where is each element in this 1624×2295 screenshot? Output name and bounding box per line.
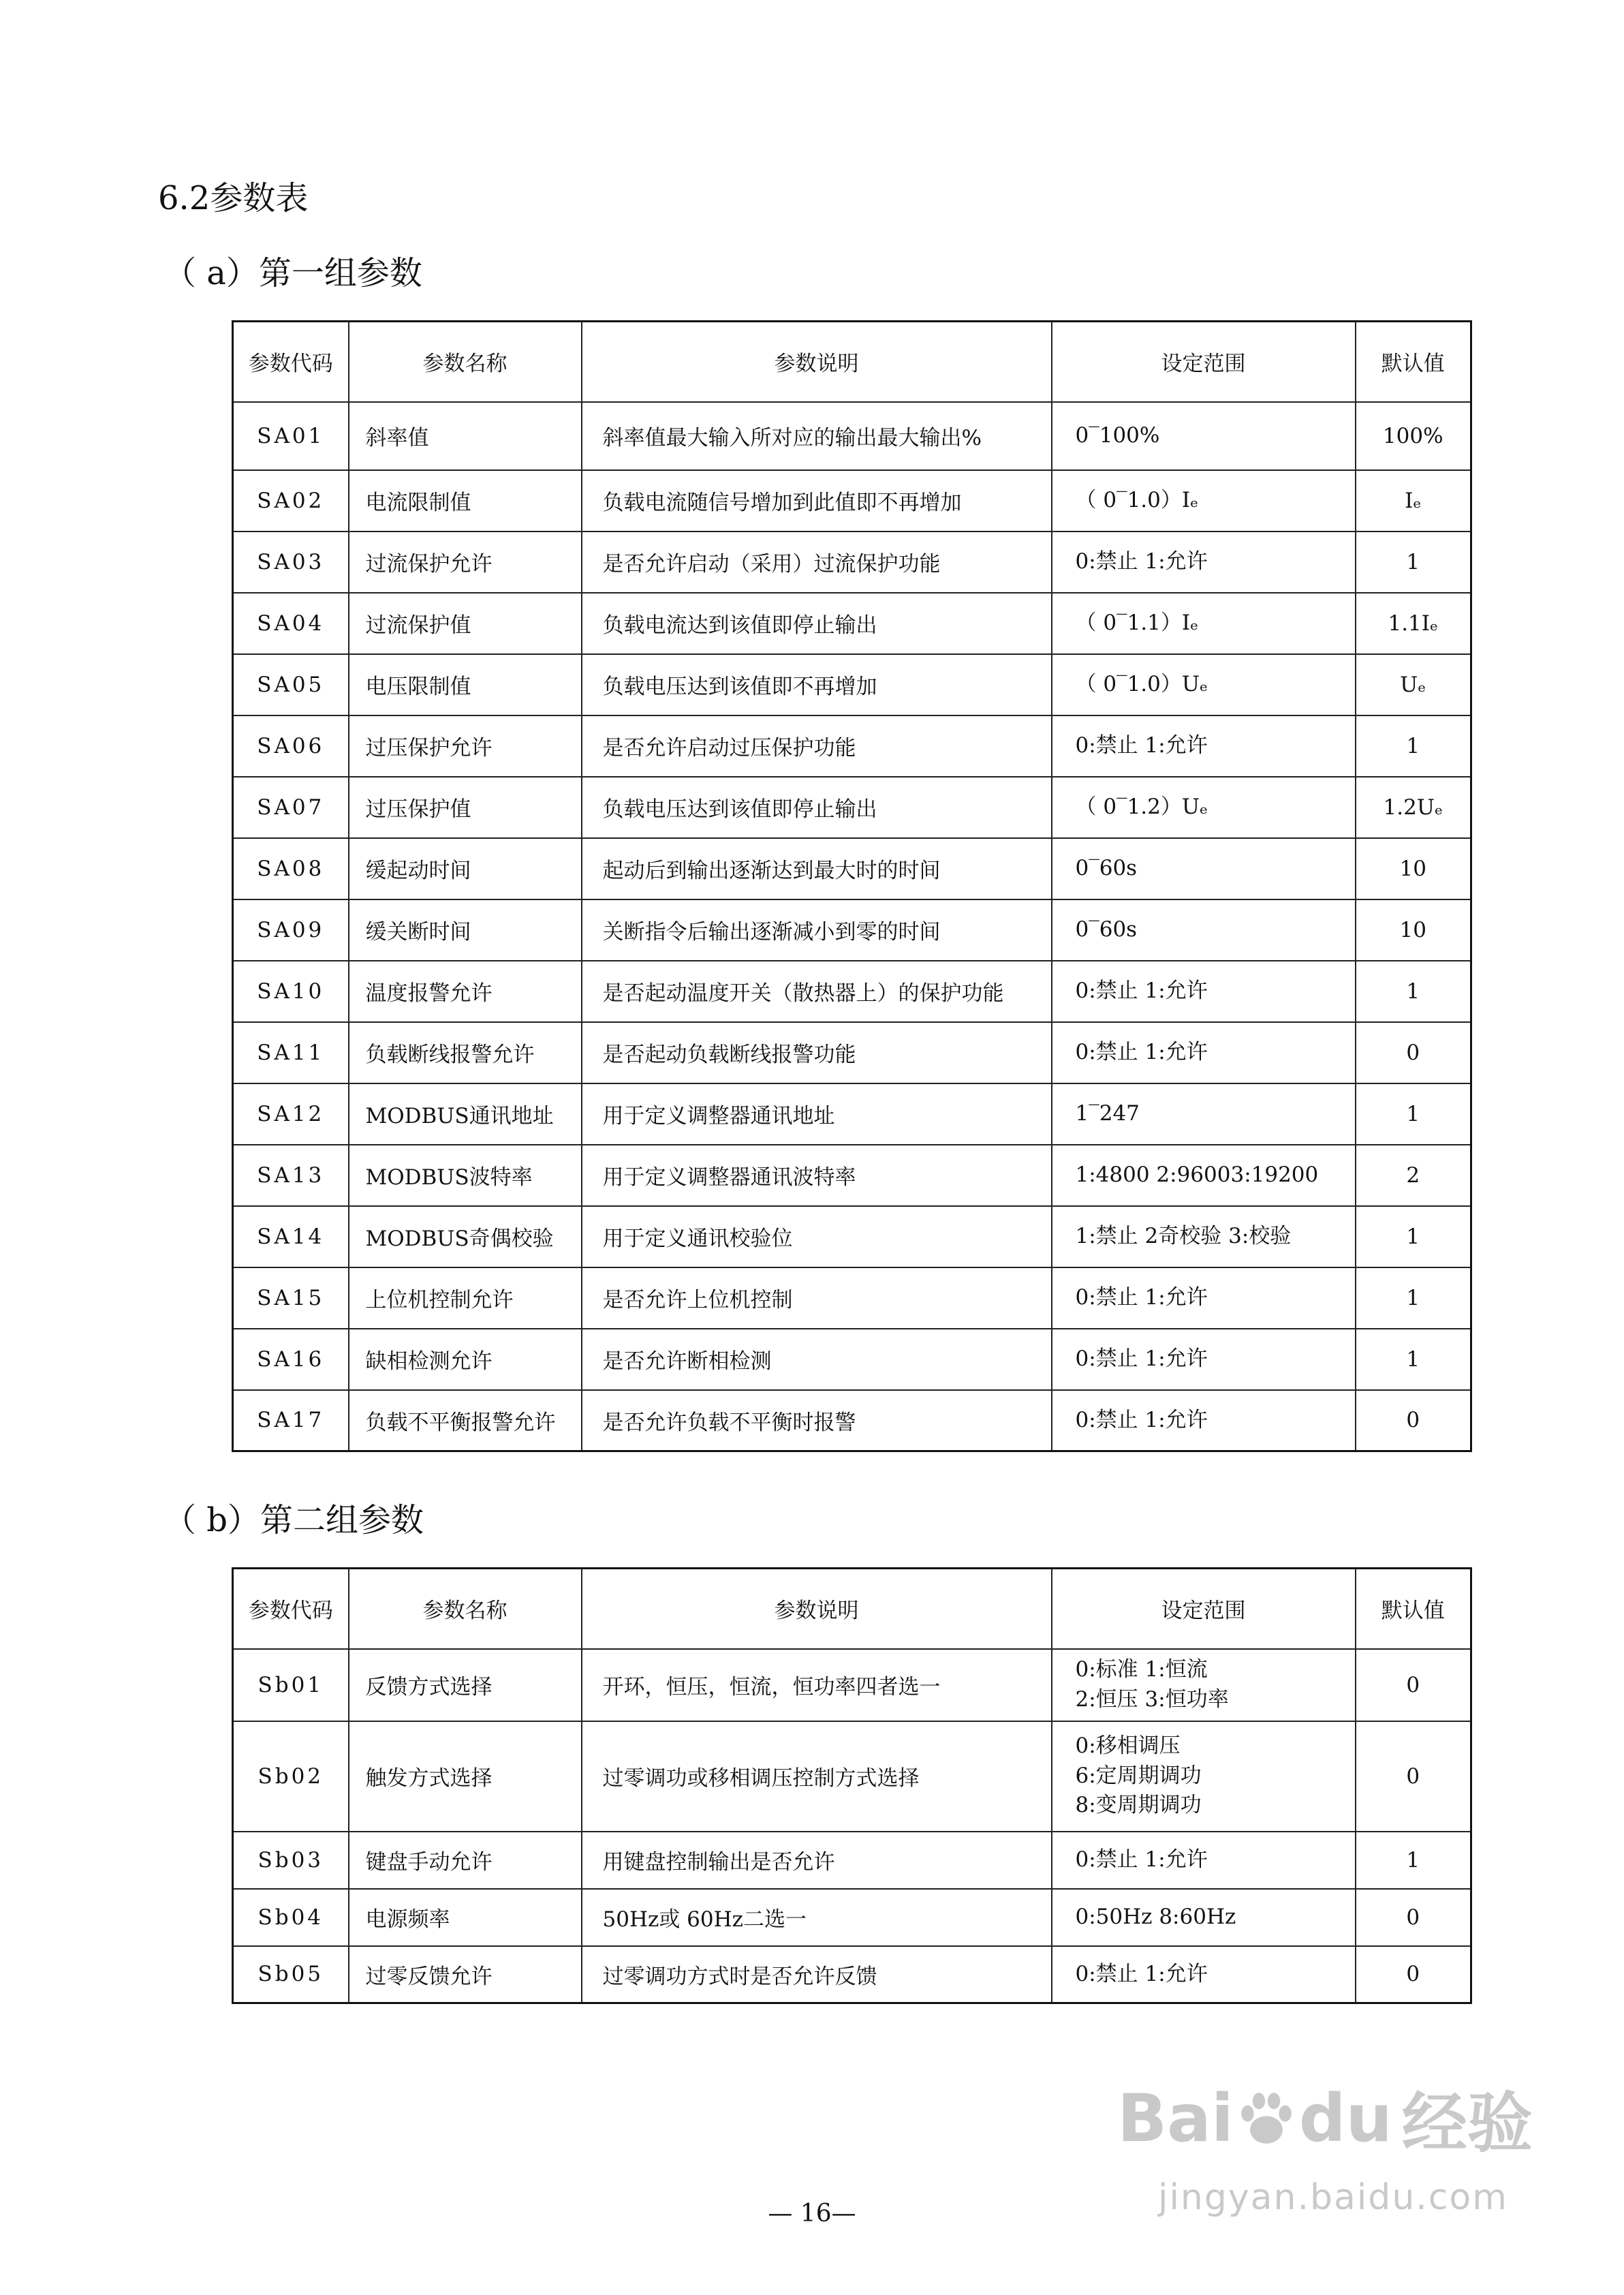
- param-code: SA09: [233, 899, 349, 961]
- param-description: 斜率值最大输入所对应的输出最大输出%: [582, 402, 1052, 470]
- param-range: [1052, 1267, 1356, 1329]
- table-row: [233, 899, 1471, 961]
- range-line: 0:禁止 1:允许: [1075, 1961, 1208, 1986]
- range-line: （ 0‾1.1）Iₑ: [1075, 610, 1199, 635]
- param-description: 50Hz或 60Hz二选一: [582, 1889, 1052, 1946]
- param-range: [1052, 1946, 1356, 2003]
- param-name: 过压保护允许: [349, 715, 582, 777]
- header-description: 参数说明: [582, 1569, 1052, 1649]
- param-default: 0: [1356, 1022, 1471, 1083]
- param-name: 电压限制值: [349, 654, 582, 715]
- param-range: [1052, 1022, 1356, 1083]
- param-range: [1052, 402, 1356, 470]
- table-row: [233, 1390, 1471, 1451]
- param-range: [1052, 1083, 1356, 1145]
- range-line: 1‾247: [1075, 1100, 1140, 1126]
- param-range: [1052, 961, 1356, 1022]
- table-row: [233, 532, 1471, 593]
- param-code: Sb03: [233, 1832, 349, 1889]
- param-description: 用于定义通讯校验位: [582, 1206, 1052, 1267]
- range-line: 2:恒压 3:恒功率: [1075, 1686, 1229, 1712]
- param-range: [1052, 654, 1356, 715]
- param-description: 用键盘控制输出是否允许: [582, 1832, 1052, 1889]
- param-description: 负载电流达到该值即停止输出: [582, 593, 1052, 654]
- watermark-url: jingyan.baidu.com: [1158, 2177, 1508, 2218]
- param-range: [1052, 1649, 1356, 1721]
- table-row: [233, 715, 1471, 777]
- param-name: 缓起动时间: [349, 838, 582, 899]
- group-b-title: （ b）第二组参数: [163, 1501, 424, 1539]
- param-code: Sb05: [233, 1946, 349, 2003]
- paw-icon: [1235, 2087, 1298, 2150]
- param-range: [1052, 470, 1356, 532]
- param-range: [1052, 899, 1356, 961]
- param-default: 1: [1356, 1083, 1471, 1145]
- table-row: [233, 1329, 1471, 1390]
- table-row: [233, 593, 1471, 654]
- param-name: 电源频率: [349, 1889, 582, 1946]
- param-code: SA17: [233, 1390, 349, 1451]
- param-name: 斜率值: [349, 402, 582, 470]
- param-range: [1052, 1889, 1356, 1946]
- table-row: [233, 1889, 1471, 1946]
- range-line: 0:禁止 1:允许: [1075, 733, 1208, 758]
- watermark-logo-cn: 经验: [1401, 2085, 1533, 2161]
- range-line: 6:定周期调功: [1075, 1763, 1202, 1788]
- table-row: [233, 777, 1471, 838]
- table-row: [233, 402, 1471, 470]
- range-line: 0:禁止 1:允许: [1075, 978, 1208, 1003]
- param-name: 过压保护值: [349, 777, 582, 838]
- param-description: 负载电压达到该值即不再增加: [582, 654, 1052, 715]
- param-default: 0: [1356, 1649, 1471, 1721]
- header-code: 参数代码: [233, 1569, 349, 1649]
- param-name: 缺相检测允许: [349, 1329, 582, 1390]
- param-description: 是否起动负载断线报警功能: [582, 1022, 1052, 1083]
- param-default: 10: [1356, 899, 1471, 961]
- param-default: 0: [1356, 1889, 1471, 1946]
- table-row: [233, 1206, 1471, 1267]
- param-code: SA14: [233, 1206, 349, 1267]
- param-name: 上位机控制允许: [349, 1267, 582, 1329]
- param-code: SA10: [233, 961, 349, 1022]
- range-line: 0:标准 1:恒流: [1075, 1657, 1208, 1682]
- param-code: SA16: [233, 1329, 349, 1390]
- range-line: 0:50Hz 8:60Hz: [1075, 1904, 1236, 1929]
- param-default: 2: [1356, 1145, 1471, 1206]
- param-name: 负载不平衡报警允许: [349, 1390, 582, 1451]
- param-description: 是否允许启动（采用）过流保护功能: [582, 532, 1052, 593]
- param-name: 过零反馈允许: [349, 1946, 582, 2003]
- param-description: 用于定义调整器通讯波特率: [582, 1145, 1052, 1206]
- table-row: [233, 961, 1471, 1022]
- param-name: MODBUS奇偶校验: [349, 1206, 582, 1267]
- range-line: （ 0‾1.2）Uₑ: [1075, 794, 1208, 819]
- param-code: SA15: [233, 1267, 349, 1329]
- param-range: [1052, 1329, 1356, 1390]
- param-code: Sb01: [233, 1649, 349, 1721]
- param-range: [1052, 1721, 1356, 1832]
- param-description: 起动后到输出逐渐达到最大时的时间: [582, 838, 1052, 899]
- param-description: 是否起动温度开关（散热器上）的保护功能: [582, 961, 1052, 1022]
- group-a-title: （ a）第一组参数: [163, 254, 422, 292]
- param-name: 键盘手动允许: [349, 1832, 582, 1889]
- param-code: SA01: [233, 402, 349, 470]
- param-description: 是否允许断相检测: [582, 1329, 1052, 1390]
- param-name: 反馈方式选择: [349, 1649, 582, 1721]
- range-line: 0:禁止 1:允许: [1075, 1847, 1208, 1872]
- header-name: 参数名称: [349, 1569, 582, 1649]
- watermark-logo: [1117, 2071, 1567, 2165]
- param-description: 是否允许负载不平衡时报警: [582, 1390, 1052, 1451]
- param-default: 0: [1356, 1946, 1471, 2003]
- range-line: 0:移相调压: [1075, 1734, 1181, 1759]
- param-code: SA06: [233, 715, 349, 777]
- param-range: [1052, 1145, 1356, 1206]
- param-range: [1052, 1390, 1356, 1451]
- watermark-logo-du: du: [1298, 2080, 1392, 2157]
- param-name: MODBUS通讯地址: [349, 1083, 582, 1145]
- param-description: 过零调功或移相调压控制方式选择: [582, 1721, 1052, 1832]
- table-row: [233, 1832, 1471, 1889]
- param-code: SA08: [233, 838, 349, 899]
- table-header-row: [233, 1569, 1471, 1649]
- param-default: 0: [1356, 1390, 1471, 1451]
- param-range: [1052, 1832, 1356, 1889]
- table-row: [233, 1649, 1471, 1721]
- param-default: 1: [1356, 715, 1471, 777]
- range-line: 0:禁止 1:允许: [1075, 1407, 1208, 1432]
- header-description: 参数说明: [582, 322, 1052, 402]
- param-name: MODBUS波特率: [349, 1145, 582, 1206]
- table-row: [233, 1145, 1471, 1206]
- param-default: 1.2Uₑ: [1356, 777, 1471, 838]
- param-code: SA05: [233, 654, 349, 715]
- param-default: Uₑ: [1356, 654, 1471, 715]
- range-line: 0:禁止 1:允许: [1075, 1284, 1208, 1310]
- param-description: 负载电流随信号增加到此值即不再增加: [582, 470, 1052, 532]
- range-line: 1:4800 2:96003:19200: [1075, 1162, 1319, 1187]
- table-row: [233, 838, 1471, 899]
- range-line: （ 0‾1.0）Iₑ: [1075, 487, 1199, 512]
- range-line: （ 0‾1.0）Uₑ: [1075, 671, 1208, 696]
- baidu-jingyan-watermark: [1117, 2071, 1567, 2235]
- range-line: 0‾100%: [1075, 422, 1160, 448]
- param-range: [1052, 777, 1356, 838]
- param-description: 过零调功方式时是否允许反馈: [582, 1946, 1052, 2003]
- param-code: SA04: [233, 593, 349, 654]
- range-line: 1:禁止 2奇校验 3:校验: [1075, 1223, 1292, 1248]
- param-default: 1: [1356, 1329, 1471, 1390]
- param-description: 关断指令后输出逐渐减小到零的时间: [582, 899, 1052, 961]
- watermark-logo-bai: Bai: [1117, 2080, 1234, 2157]
- param-default: 1: [1356, 961, 1471, 1022]
- table-row: [233, 470, 1471, 532]
- table-header-row: [233, 322, 1471, 402]
- param-name: 过流保护值: [349, 593, 582, 654]
- param-name: 负载断线报警允许: [349, 1022, 582, 1083]
- param-code: Sb04: [233, 1889, 349, 1946]
- table-row: [233, 1721, 1471, 1832]
- param-description: 是否允许启动过压保护功能: [582, 715, 1052, 777]
- section-title: 6.2参数表: [158, 179, 309, 217]
- param-code: Sb02: [233, 1721, 349, 1832]
- header-name: 参数名称: [349, 322, 582, 402]
- param-description: 开环，恒压，恒流，恒功率四者选一: [582, 1649, 1052, 1721]
- table-row: [233, 1946, 1471, 2003]
- header-default: 默认值: [1356, 322, 1471, 402]
- param-default: 1: [1356, 1206, 1471, 1267]
- param-description: 用于定义调整器通讯地址: [582, 1083, 1052, 1145]
- param-range: [1052, 593, 1356, 654]
- param-range: [1052, 1206, 1356, 1267]
- param-default: 1: [1356, 1832, 1471, 1889]
- range-line: 8:变周期调功: [1075, 1793, 1202, 1818]
- param-name: 电流限制值: [349, 470, 582, 532]
- table-row: [233, 1083, 1471, 1145]
- param-range: [1052, 715, 1356, 777]
- param-default: Iₑ: [1356, 470, 1471, 532]
- param-code: SA13: [233, 1145, 349, 1206]
- param-default: 10: [1356, 838, 1471, 899]
- table-row: [233, 654, 1471, 715]
- param-default: 1: [1356, 1267, 1471, 1329]
- range-line: 0‾60s: [1075, 917, 1138, 942]
- range-line: 0:禁止 1:允许: [1075, 1039, 1208, 1064]
- header-code: 参数代码: [233, 322, 349, 402]
- param-description: 负载电压达到该值即停止输出: [582, 777, 1052, 838]
- header-range: 设定范围: [1052, 322, 1356, 402]
- param-name: 缓关断时间: [349, 899, 582, 961]
- param-range: [1052, 838, 1356, 899]
- param-default: 0: [1356, 1721, 1471, 1832]
- param-code: SA07: [233, 777, 349, 838]
- param-name: 触发方式选择: [349, 1721, 582, 1832]
- param-name: 温度报警允许: [349, 961, 582, 1022]
- page-number: — 16—: [768, 2200, 856, 2228]
- param-code: SA11: [233, 1022, 349, 1083]
- range-line: 0:禁止 1:允许: [1075, 549, 1208, 574]
- param-code: SA02: [233, 470, 349, 532]
- param-code: SA03: [233, 532, 349, 593]
- range-line: 0‾60s: [1075, 855, 1138, 880]
- param-name: 过流保护允许: [349, 532, 582, 593]
- param-default: 100%: [1356, 402, 1471, 470]
- param-code: SA12: [233, 1083, 349, 1145]
- header-default: 默认值: [1356, 1569, 1471, 1649]
- param-description: 是否允许上位机控制: [582, 1267, 1052, 1329]
- table-row: [233, 1267, 1471, 1329]
- header-range: 设定范围: [1052, 1569, 1356, 1649]
- param-range: [1052, 532, 1356, 593]
- table-row: [233, 1022, 1471, 1083]
- param-default: 1: [1356, 532, 1471, 593]
- param-default: 1.1Iₑ: [1356, 593, 1471, 654]
- range-line: 0:禁止 1:允许: [1075, 1346, 1208, 1371]
- parameter-table-b: [232, 1567, 1472, 2004]
- parameter-table-a: [232, 320, 1472, 1452]
